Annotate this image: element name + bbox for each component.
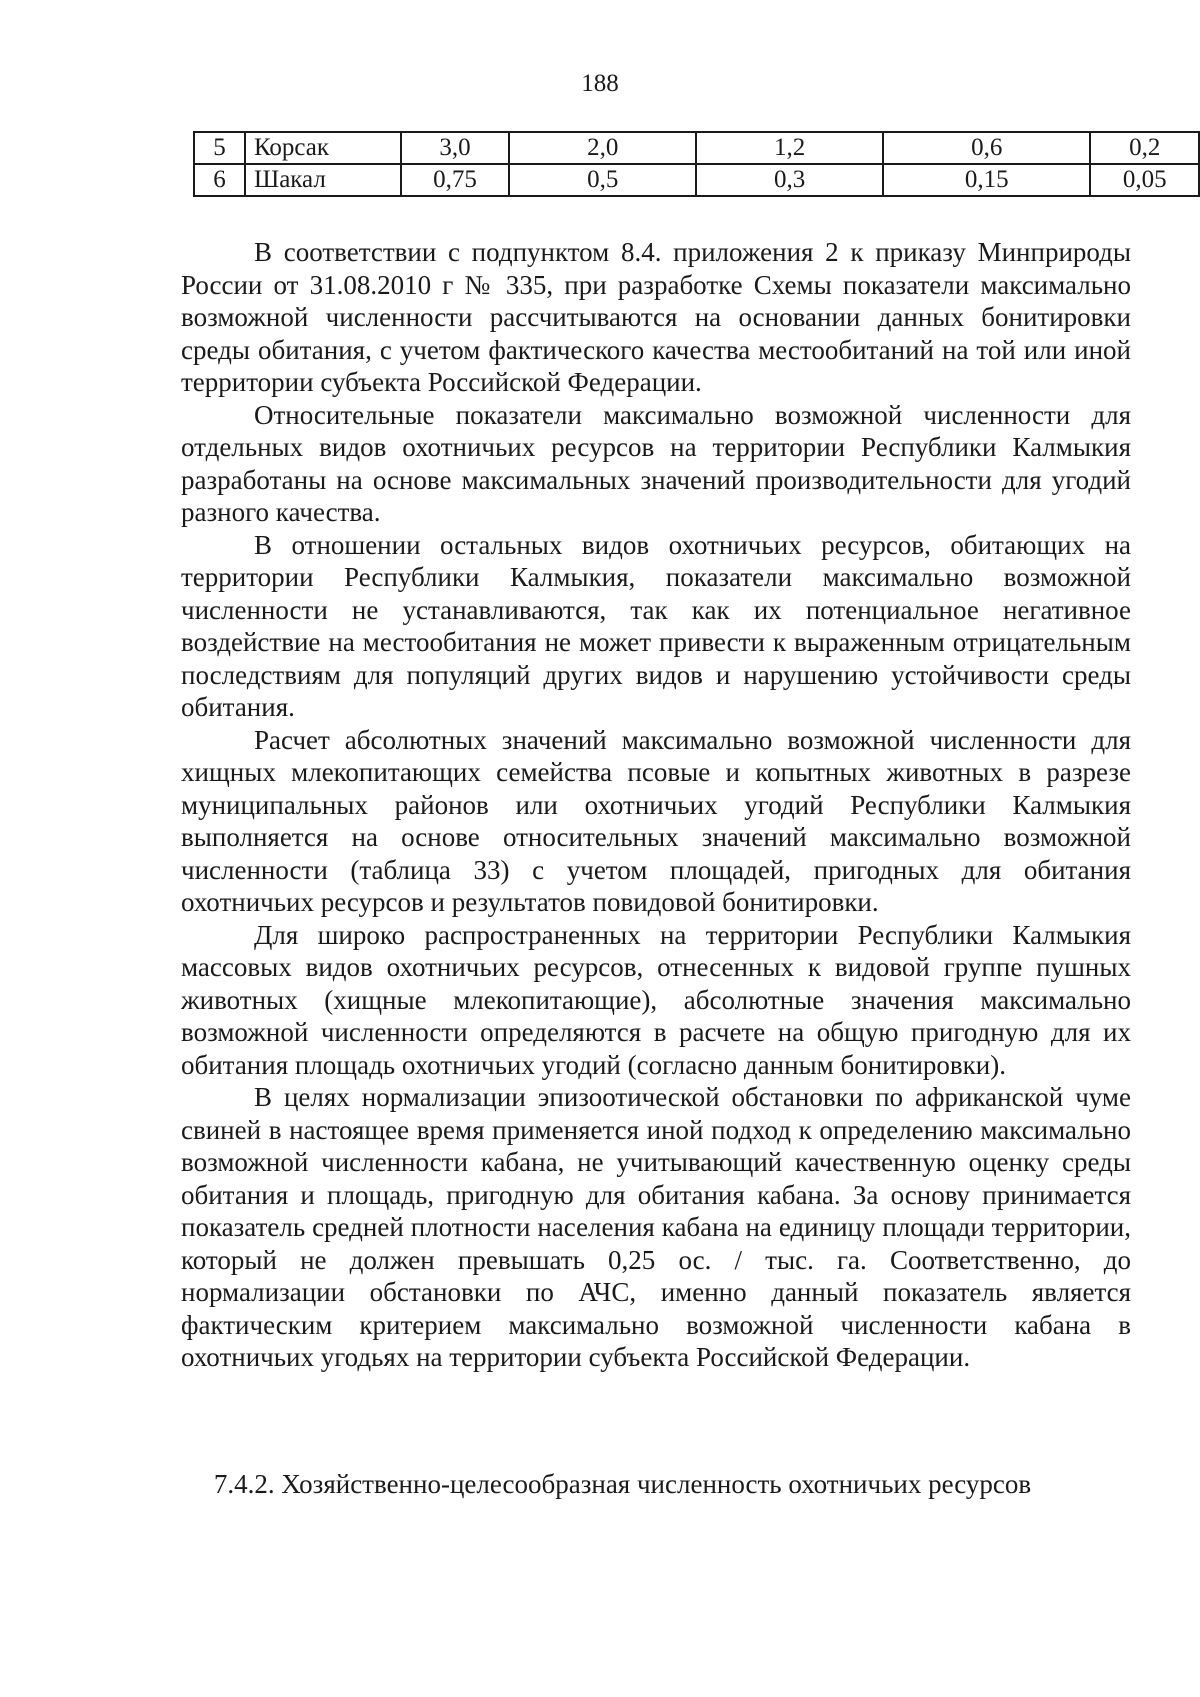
paragraph: Расчет абсолютных значений максимально возможной численности для хищных млекопитающих семейства псовые и копытных животных в разрезе муниципальных районов или охотничьих угодий Республики Калмыкия выполняется на основе относительных значений максимально возможной численности (таблица 33) с учетом площадей, пригодных для обитания охотничьих ресурсов и результатов повидовой бонитировки. [181,724,1131,917]
table-cell: 3,0 [401,132,510,164]
table-cell: 0,6 [883,132,1090,164]
table-row [194,164,1199,196]
row-number: 6 [194,164,245,196]
paragraph: Относительные показатели максимально возможной численности для отдельных видов охотничьих ресурсов на территории Республики Калмыкия разработаны на основе максимальных значений производительности для угодий разного качества. [181,399,1131,527]
paragraph: В отношении остальных видов охотничьих ресурсов, обитающих на территории Республики Калмыкия, показатели максимально возможной численности не устанавливаются, так как их потенциальное негативное воздействие на местообитания не может привести к выраженным отрицательным последствиям для популяций других видов и нарушению устойчивости среды обитания. [181,529,1131,722]
table-cell: 0,2 [1090,132,1199,164]
density-table [193,131,1200,197]
table-row [194,132,1199,164]
table-cell: 2,0 [509,132,696,164]
page-number: 188 [581,70,619,97]
paragraph: В соответствии с подпунктом 8.4. приложения 2 к приказу Минприроды России от 31.08.2010 г № 335, при разработке Схемы показатели максимально возможной численности рассчитываются на основании данных бонитировки среды обитания, с учетом фактического качества местообитаний на той или иной территории субъекта Российской Федерации. [181,237,1131,397]
table-cell: 0,05 [1090,164,1199,196]
table-cell: 0,15 [883,164,1090,196]
table-cell: 0,3 [696,164,883,196]
paragraph: В целях нормализации эпизоотической обстановки по африканской чуме свиней в настоящее время применяется иной подход к определению максимально возможной численности кабана, не учитывающий качественную оценку среды обитания и площадь, пригодную для обитания кабана. За основу принимается показатель средней плотности населения кабана на единицу площади территории, который не должен превышать 0,25 ос. / тыс. га. Соответственно, до нормализации обстановки по АЧС, именно данный показатель является фактическим критерием максимально возможной численности кабана в охотничьих угодьях на территории субъекта Российской Федерации. [181,1082,1131,1372]
table-cell: 1,2 [696,132,883,164]
table-cell: 0,5 [509,164,696,196]
paragraph: Для широко распространенных на территории Республики Калмыкия массовых видов охотничьих ресурсов, отнесенных к видовой группе пушных животных (хищные млекопитающие), абсолютные значения максимально возможной численности определяются в расчете на общую пригодную для их обитания площадь охотничьих угодий (согласно данным бонитировки). [181,919,1131,1080]
section-heading: 7.4.2. Хозяйственно-целесообразная численность охотничьих ресурсов [213,1469,1032,1499]
species-name: Корсак [245,132,401,164]
table-cell: 0,75 [401,164,510,196]
row-number: 5 [194,132,245,164]
body-text [181,236,1131,1374]
species-name: Шакал [245,164,401,196]
